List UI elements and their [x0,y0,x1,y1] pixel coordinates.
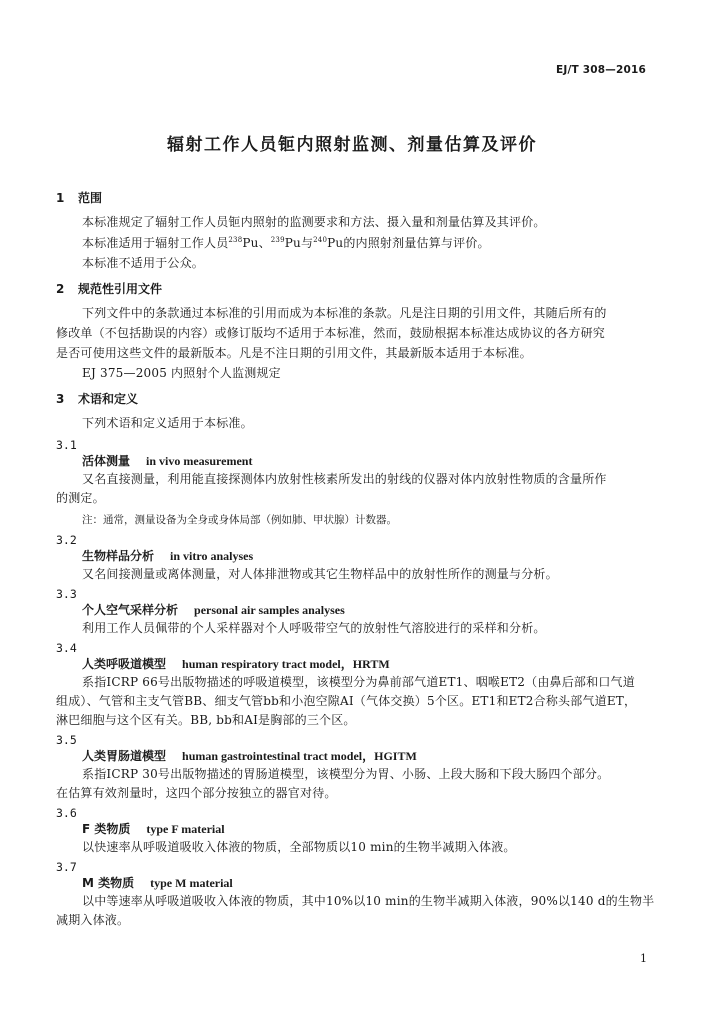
term-heading [82,875,233,891]
term-number: 3.6 [56,806,77,820]
term-number: 3.2 [56,533,77,547]
term-definition-line: 又名直接测量，利用能直接探测体内放射性核素所发出的射线的仪器对体内放射性物质的含量所作 [82,472,607,486]
text-run: Pu、 [242,236,271,250]
term-definition-line: 淋巴细胞与这个区有关。BB, bb和AI是胸部的三个区。 [56,713,356,727]
section-title: 术语和定义 [78,392,139,406]
term-number: 3.5 [56,733,77,747]
isotope-mass-number: 238 [228,236,243,244]
term-cn: 个人空气采样分析 [82,603,179,617]
term-definition-line: 系指ICRP 66号出版物描述的呼吸道模型，该模型分为鼻前部气道ET1、咽喉ET2（由鼻后部和口气道 [82,675,635,689]
term-cn: 活体测量 [82,454,131,468]
term-en: human respiratory tract model，HRTM [182,657,390,671]
sec3-intro: 下列术语和定义适用于本标准。 [82,416,253,430]
term-number: 3.3 [56,587,77,601]
page-number: 1 [640,952,647,965]
term-en: type M material [150,876,233,890]
term-number: 3.1 [56,438,77,452]
term-en: type F material [146,822,225,836]
term-heading [82,821,225,837]
term-cn: F 类物质 [82,822,131,836]
term-number: 3.7 [56,860,77,874]
section-title: 范围 [78,191,103,205]
sec2-line-1: 下列文件中的条款通过本标准的引用而成为本标准的条款。凡是注日期的引用文件，其随后所有的 [82,306,607,320]
term-en: personal air samples analyses [194,603,345,617]
term-note: 注：通常，测量设备为全身或身体局部（例如肺、甲状腺）计数器。 [82,514,397,526]
section-number: 1 [56,191,65,205]
term-en: in vitro analyses [170,549,254,563]
term-definition-line: 利用工作人员佩带的个人采样器对个人呼吸带空气的放射性气溶胶进行的采样和分析。 [82,621,546,635]
term-cn: M 类物质 [82,876,135,890]
section-2-heading [56,281,162,297]
term-cn: 人类呼吸道模型 [82,657,167,671]
term-definition-line: 系指ICRP 30号出版物描述的胃肠道模型，该模型分为胃、小肠、上段大肠和下段大肠四个部分。 [82,767,610,781]
sec1-paragraph-2 [82,235,490,251]
document-title: 辐射工作人员钷内照射监测、剂量估算及评价 [167,135,537,155]
section-3-heading [56,391,138,407]
text-run: Pu与 [284,236,314,250]
section-1-heading [56,190,102,206]
term-number: 3.4 [56,641,77,655]
sec2-line-3: 是否可使用这些文件的最新版本。凡是不注日期的引用文件，其最新版本适用于本标准。 [56,346,532,360]
sec1-paragraph-3: 本标准不适用于公众。 [82,256,205,270]
term-definition-line: 以中等速率从呼吸道吸收入体液的物质，其中10%以10 min的生物半减期入体液，90%以140 d的生物半 [82,894,655,908]
normative-reference: EJ 375—2005 内照射个人监测规定 [82,366,281,380]
term-definition-line: 的测定。 [56,491,105,505]
term-heading [82,453,252,469]
text-run: 本标准适用于辐射工作人员 [82,236,229,250]
section-number: 3 [56,392,65,406]
section-number: 2 [56,282,65,296]
term-definition-line: 以快速率从呼吸道吸收入体液的物质，全部物质以10 min的生物半减期入体液。 [82,840,516,854]
term-cn: 生物样品分析 [82,549,155,563]
term-en: human gastrointestinal tract model，HGITM [182,749,417,763]
term-definition-line: 减期入体液。 [56,913,130,927]
term-heading [82,548,253,564]
term-heading [82,602,345,618]
term-definition-line: 在估算有效剂量时，这四个部分按独立的器官对待。 [56,786,337,800]
standard-code: EJ/T 308—2016 [556,64,646,76]
term-definition-line: 又名间接测量或离体测量，对人体排泄物或其它生物样品中的放射性所作的测量与分析。 [82,567,558,581]
sec1-paragraph-1: 本标准规定了辐射工作人员钷内照射的监测要求和方法、摄入量和剂量估算及其评价。 [82,215,546,229]
term-definition-line: 组成）、气管和主支气管BB、细支气管bb和小泡空隙AI（气体交换）5个区。ET1和ET2合称头部气道ET， [56,694,637,708]
term-en: in vivo measurement [146,454,253,468]
isotope-mass-number: 239 [270,236,285,244]
text-run: Pu的内照射剂量估算与评价。 [327,236,490,250]
term-heading [82,656,390,672]
term-cn: 人类胃肠道模型 [82,749,167,763]
sec2-line-2: 修改单（不包括勘误的内容）或修订版均不适用于本标准，然而，鼓励根据本标准达成协议的各方研究 [56,326,606,340]
section-title: 规范性引用文件 [78,282,163,296]
isotope-mass-number: 240 [313,236,328,244]
term-heading [82,748,417,764]
